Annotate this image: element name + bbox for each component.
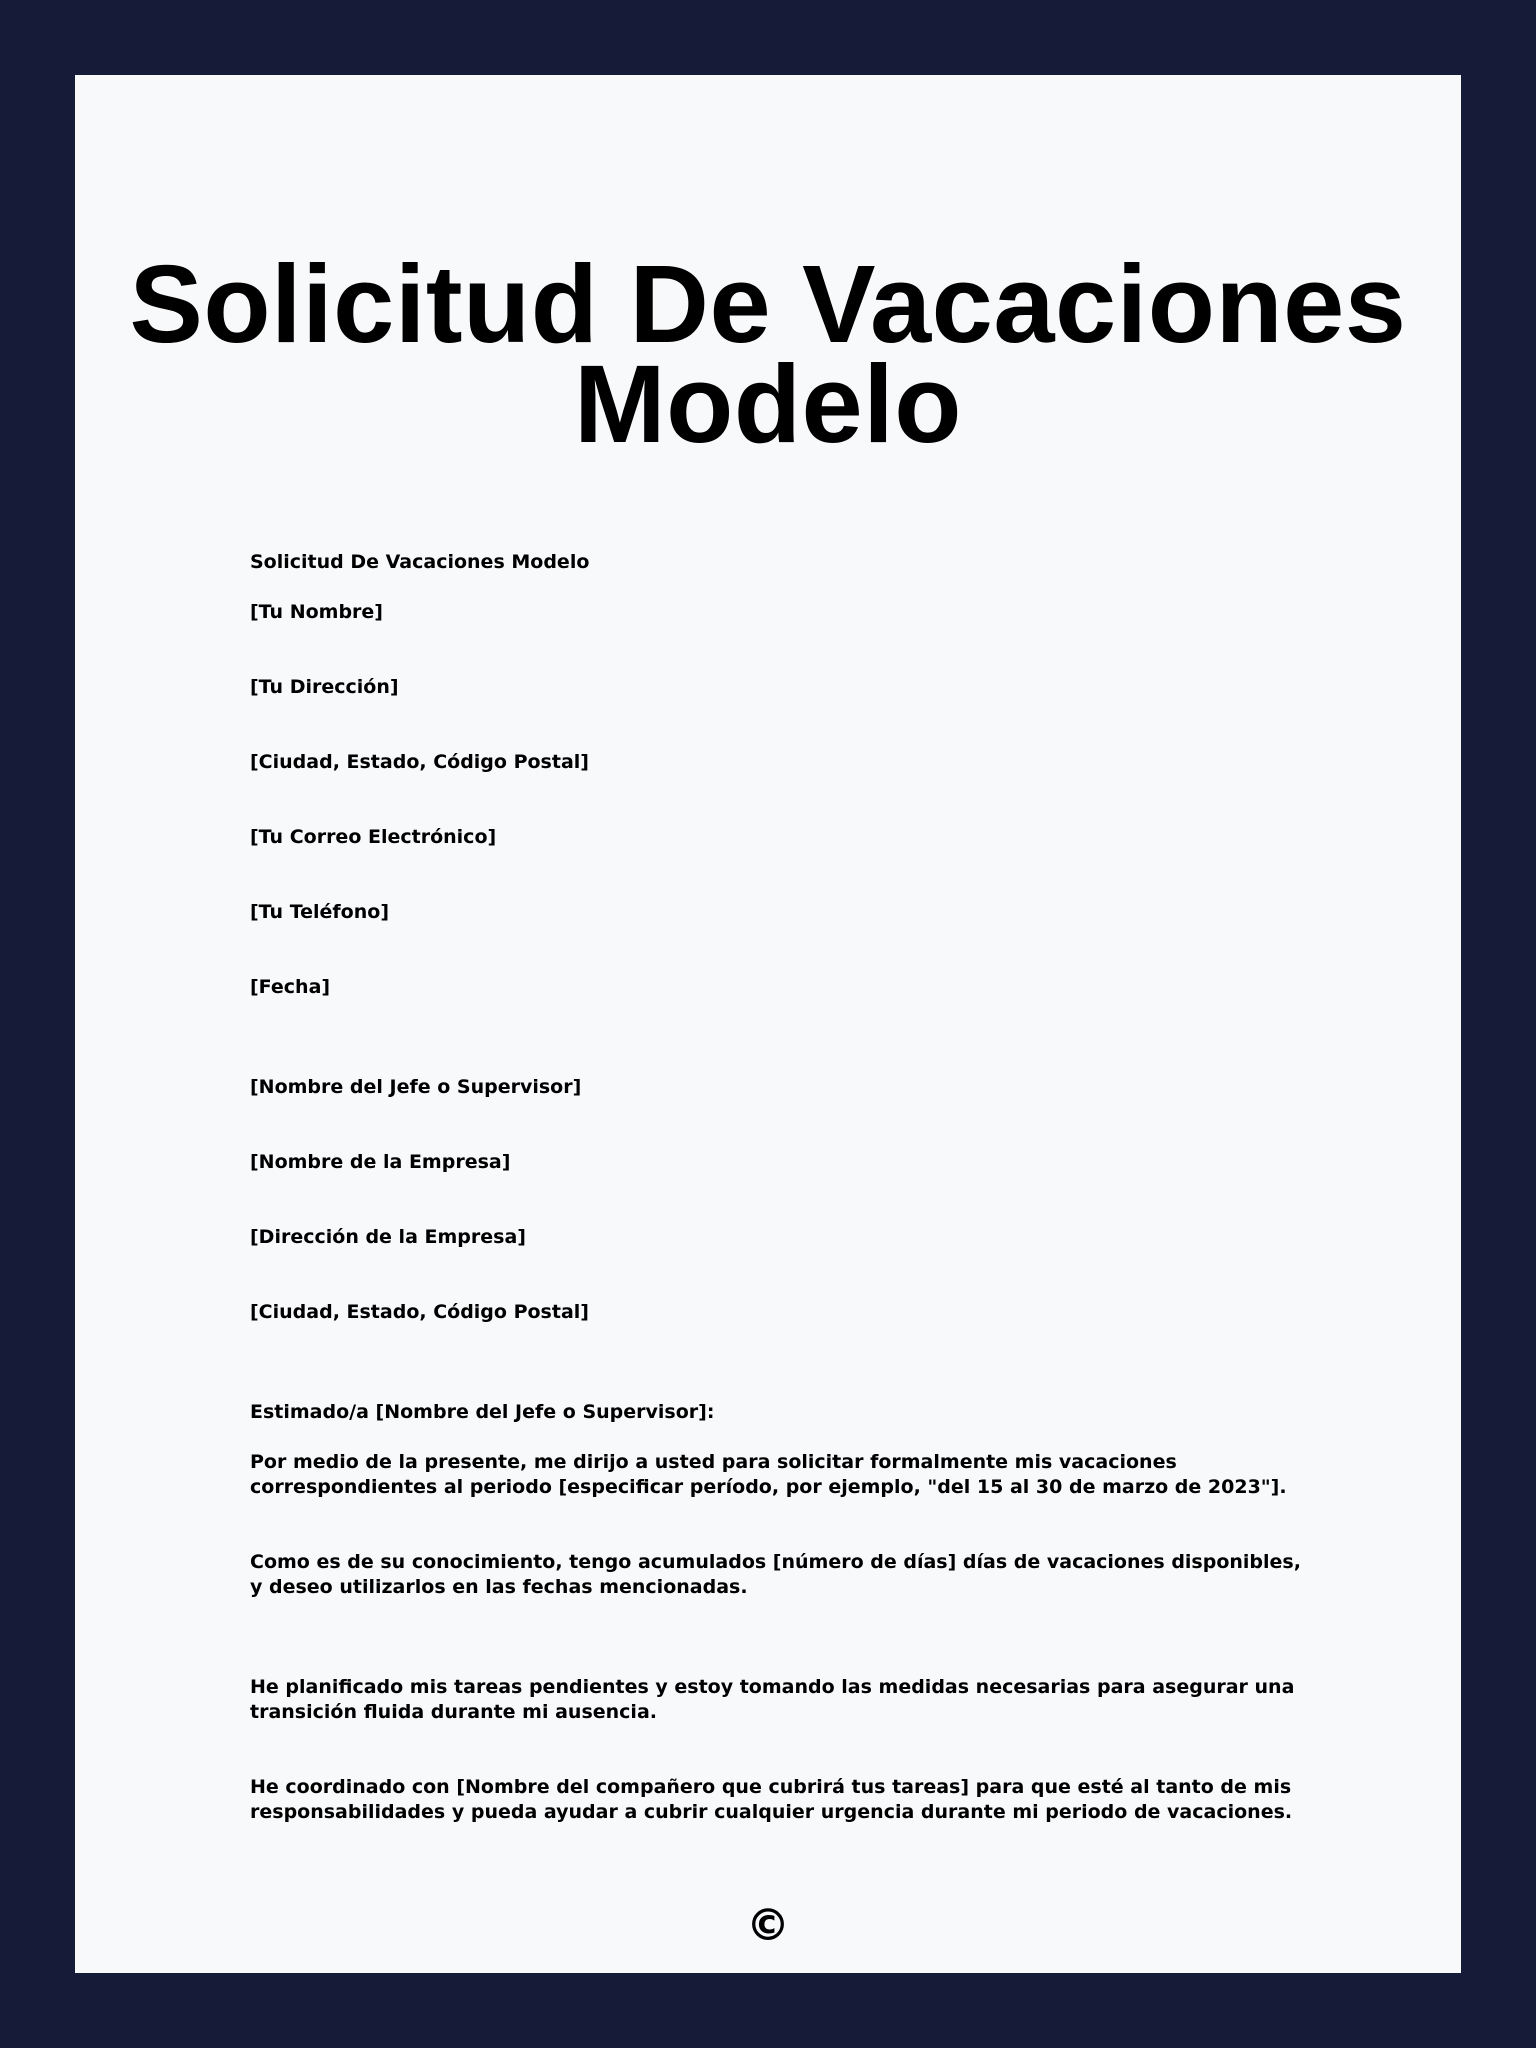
sender-address: [Tu Dirección] [250, 676, 399, 698]
letter-subtitle: Solicitud De Vacaciones Modelo [250, 551, 590, 573]
document-page [75, 75, 1461, 1973]
body-paragraph-2: Como es de su conocimiento, tengo acumulados [número de días] días de vacaciones disponibles, y deseo utilizarlos en las fechas mencionadas. [250, 1551, 1301, 1598]
recipient-address: [Dirección de la Empresa] [250, 1226, 526, 1248]
recipient-name: [Nombre del Jefe o Supervisor] [250, 1076, 582, 1098]
body-paragraph-1: Por medio de la presente, me dirijo a usted para solicitar formalmente mis vacaciones correspondientes al periodo [especificar período, por ejemplo, "del 15 al 30 de marzo de 2023"]. [250, 1451, 1287, 1498]
sender-name: [Tu Nombre] [250, 601, 383, 623]
copyright-icon: © [746, 1900, 790, 1951]
letter-date: [Fecha] [250, 976, 331, 998]
body-paragraph-4: He coordinado con [Nombre del compañero que cubrirá tus tareas] para que esté al tanto de mis responsabilidades y pueda ayudar a cubrir cualquier urgencia durante mi periodo de vacaciones. [250, 1776, 1293, 1823]
salutation: Estimado/a [Nombre del Jefe o Supervisor]: [250, 1401, 715, 1423]
sender-phone: [Tu Teléfono] [250, 901, 390, 923]
document-title: Solicitud De Vacaciones Modelo [129, 243, 1407, 466]
recipient-company: [Nombre de la Empresa] [250, 1151, 511, 1173]
sender-city: [Ciudad, Estado, Código Postal] [250, 751, 589, 773]
sender-email: [Tu Correo Electrónico] [250, 826, 497, 848]
recipient-city: [Ciudad, Estado, Código Postal] [250, 1301, 589, 1323]
body-paragraph-3: He planificado mis tareas pendientes y estoy tomando las medidas necesarias para asegurar una transición fluida durante mi ausencia. [250, 1676, 1295, 1723]
